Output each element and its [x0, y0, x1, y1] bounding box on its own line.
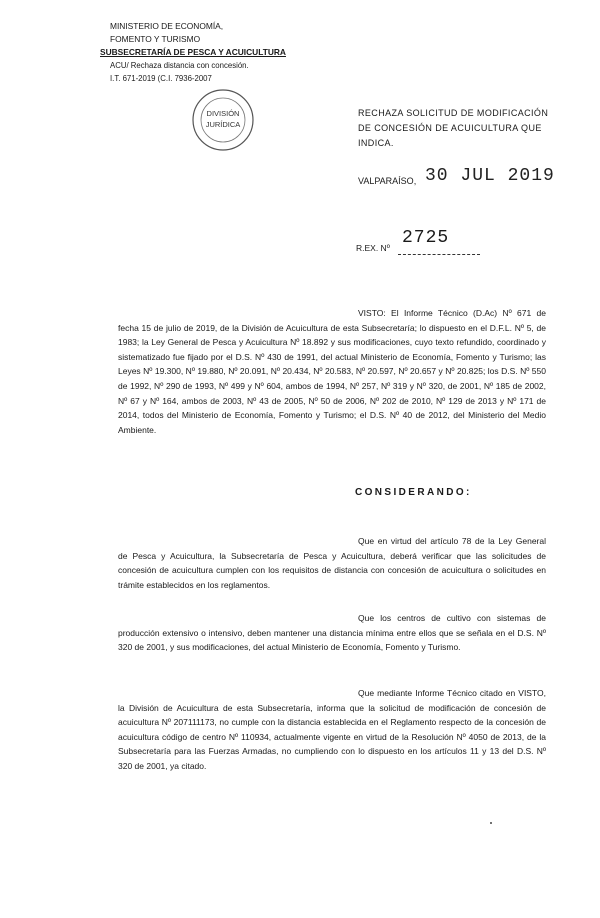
para3-text: Que mediante Informe Técnico citado en VISTO, la División de Acuicultura de esta Subsecretaría, informa que la solicitud de modificación de concesión de acuicultura Nº 207111173, no cumple con la distancia establecida en el Reglamento respecto de la concesión de acuicultura código de centro Nº 110934, actualmente vigente en virtud de la Resolución Nº 4050 de 2013, de la Subsecretaría para las Fuerzas Armadas, no cumpliendo con lo dispuesto en los artículos 11 y 13 del D.S. Nº 320 de 2001, ya citado.: [118, 688, 546, 771]
page-mark: [490, 822, 492, 824]
visto-text: VISTO: El Informe Técnico (D.Ac) Nº 671 de fecha 15 de julio de 2019, de la División de Acuicultura de esta Subsecretaría; lo dispuesto en el D.F.L. Nº 5, de 1983; la Ley General de Pesca y Acuicultura Nº 18.892 y sus modificaciones, cuyo texto refundido, coordinado y sistematizado fue fijado por el D.S. Nº 430 de 1991, del actual Ministerio de Economía, Fomento y Turismo; las Leyes Nº 19.300, Nº 19.880, Nº 20.091, Nº 20.434, Nº 20.583, Nº 20.597, Nº 20.657 y Nº 20.825; los D.S. Nº 550 de 1992, Nº 290 de 1993, Nº 499 y Nº 604, ambos de 1994, Nº 257, Nº 319 y Nº 320, de 2001, Nº 185 de 2002, Nº 67 y Nº 164, ambos de 2003, Nº 43 de 2005, Nº 50 de 2006, Nº 202 de 2010, Nº 129 de 2013 y Nº 171 de 2014, todos del Ministerio de Economía, Fomento y Turismo; el D.S. Nº 40 de 2012, del Ministerio del Medio Ambiente.: [118, 308, 546, 435]
resolution-number: 2725: [402, 228, 450, 248]
para1-text: Que en virtud del artículo 78 de la Ley General de Pesca y Acuicultura, la Subsecretaría de Pesca y Acuicultura, deberá verificar que las solicitudes de concesión de acuicultura cumplen con los requisitos de distancia con concesión de acuicultura o solicitudes en trámite establecidos en los reglamentos.: [118, 536, 546, 590]
division-juridica-stamp: [188, 85, 258, 155]
resolution-label: R.EX. Nº: [356, 243, 390, 253]
place-label: VALPARAÍSO,: [358, 176, 417, 186]
letterhead: [100, 20, 320, 85]
para2-text: Que los centros de cultivo con sistemas de producción extensivo o intensivo, deben mantener una distancia mínima entre ellos que se señala en el D.S. Nº 320 de 2001, y sus modificaciones, del actual Ministerio de Economía, Fomento y Turismo.: [118, 613, 546, 653]
resolution-underline: [398, 254, 480, 255]
stamp-text-top: DIVISIÓN: [206, 109, 240, 118]
considerando-paragraph-1: [118, 534, 546, 592]
subsecretaria-line: SUBSECRETARÍA DE PESCA Y ACUICULTURA: [100, 47, 286, 57]
ministry-line: MINISTERIO DE ECONOMÍA,: [110, 21, 224, 31]
considerando-paragraph-2: [118, 611, 546, 655]
considerando-heading: CONSIDERANDO:: [355, 487, 472, 498]
stamped-date: 30 JUL 2019: [425, 166, 555, 186]
stamp-text-mid: JURÍDICA: [205, 120, 241, 129]
visto-paragraph: [118, 306, 546, 437]
document-subject: RECHAZA SOLICITUD DE MODIFICACIÓN DE CONCESIÓN DE ACUICULTURA QUE INDICA.: [358, 108, 549, 148]
ministry-line-2: FOMENTO Y TURISMO: [110, 34, 201, 44]
reference-line: I.T. 671-2019 (C.I. 7936-2007: [110, 74, 212, 83]
acu-line: ACU/ Rechaza distancia con concesión.: [110, 61, 249, 70]
considerando-paragraph-3: [118, 686, 546, 774]
